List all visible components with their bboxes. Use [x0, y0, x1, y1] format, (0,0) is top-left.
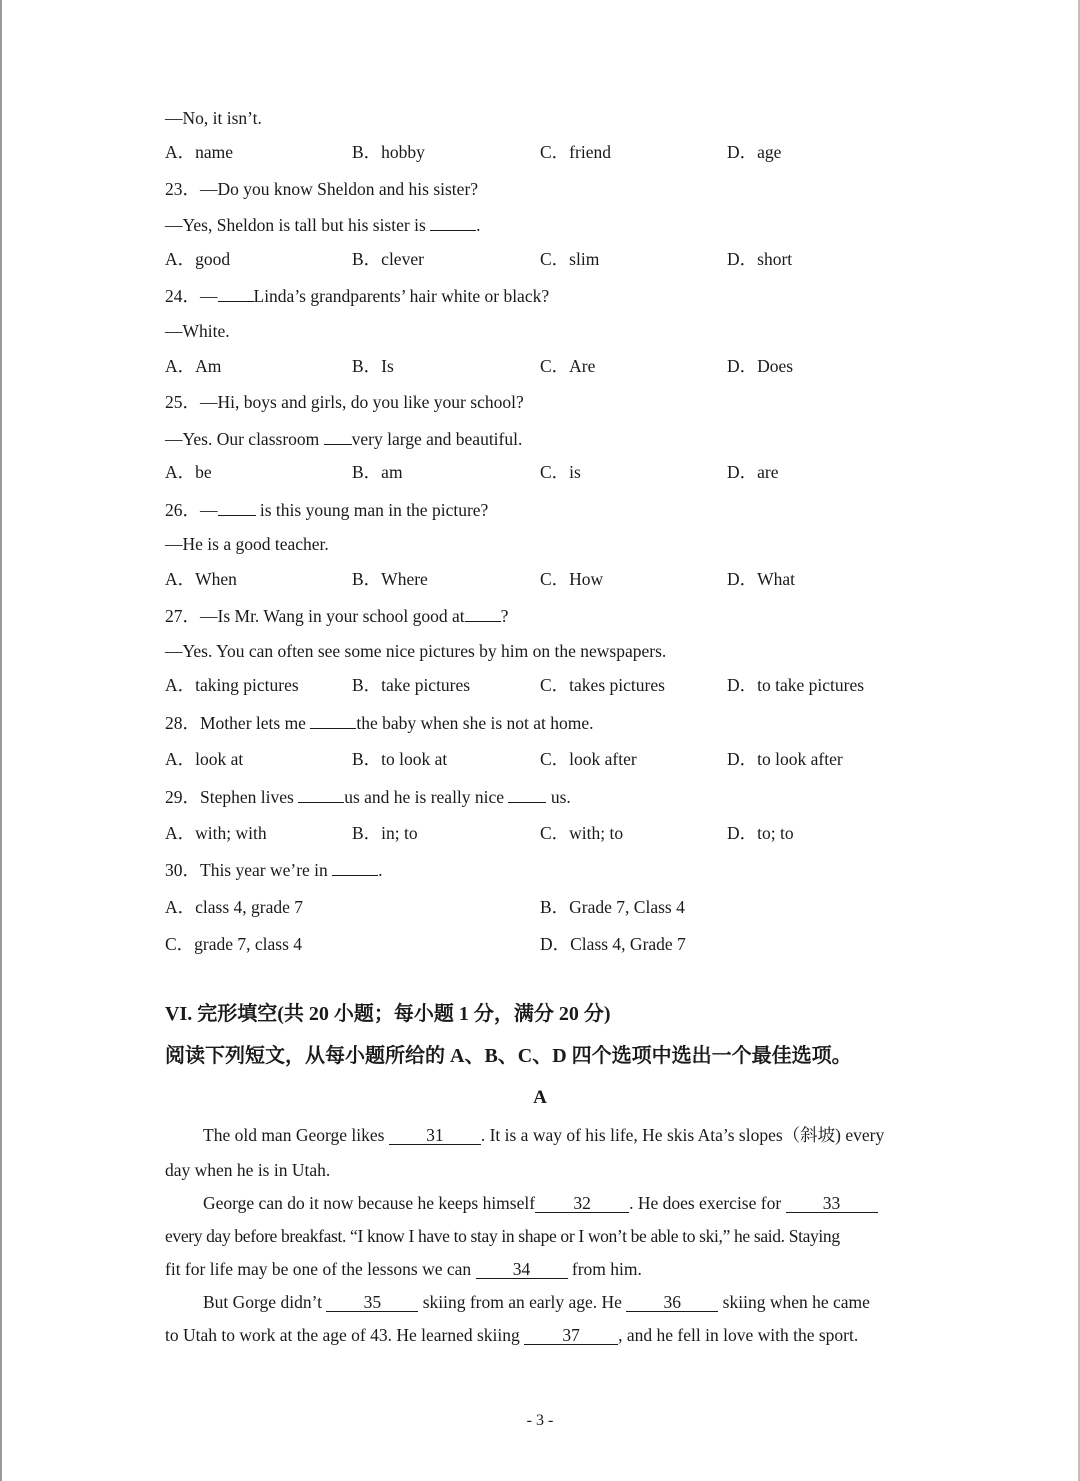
passage-label: A — [533, 1087, 547, 1108]
q24-option-b: B．Is — [352, 356, 394, 376]
q23-line2-text: —Yes, Sheldon is tall but his sister is — [165, 215, 426, 235]
q28-option-c: C．look after — [540, 749, 637, 769]
passage-text: , and he fell in love with the sport. — [618, 1325, 859, 1345]
q27-stem-end: ? — [500, 606, 509, 626]
q25-option-d: D．are — [727, 462, 779, 482]
q25-line2 — [165, 427, 522, 450]
q22-answer-line: —No, it isn’t. — [165, 108, 262, 128]
q29-blank-2 — [508, 785, 546, 803]
q22-option-d: D．age — [727, 142, 782, 162]
q24-option-c: C．Are — [540, 356, 596, 376]
passage-text: . He does exercise for — [629, 1193, 782, 1213]
q26-option-a: A．When — [165, 569, 237, 589]
q23-option-b: B．clever — [352, 249, 424, 269]
q22-option-c: C．friend — [540, 142, 611, 162]
q23-option-d: D．short — [727, 249, 793, 269]
q30-option-a: A．class 4, grade 7 — [165, 897, 304, 917]
q27-option-b: B．take pictures — [352, 675, 471, 695]
q29-option-a: A．with; with — [165, 823, 267, 843]
q24-stem-end: Linda’s grandparents’ hair white or black? — [253, 286, 550, 306]
q30-blank — [332, 858, 378, 876]
q28-option-a: A．look at — [165, 749, 244, 769]
q26-line2: —He is a good teacher. — [165, 534, 329, 554]
blank-33: 33 — [786, 1194, 878, 1213]
q25-option-c: C．is — [540, 462, 581, 482]
q24-stem — [165, 284, 549, 307]
q26-option-d: D．What — [727, 569, 796, 589]
section-instruction: 阅读下列短文，从每小题所给的 A、B、C、D 四个选项中选出一个最佳选项。 — [165, 1045, 852, 1067]
q25-line2-end: very large and beautiful. — [351, 429, 523, 449]
q27-option-d: D．to take pictures — [727, 675, 865, 695]
q28-stem — [165, 711, 594, 734]
passage-text: skiing when he came — [722, 1292, 870, 1312]
page-number: - 3 - — [526, 1412, 554, 1429]
q24-blank — [218, 284, 254, 302]
q29-blank-1 — [298, 785, 344, 803]
passage-line-6 — [203, 1291, 870, 1313]
q25-option-a: A．be — [165, 462, 212, 482]
q26-option-b: B．Where — [352, 569, 428, 589]
q28-option-b: B．to look at — [352, 749, 448, 769]
q24-stem-start: 24．— — [165, 286, 218, 306]
passage-text: from him. — [571, 1259, 642, 1279]
q28-stem-start: 28．Mother lets me — [165, 713, 306, 733]
q29-stem — [165, 785, 571, 808]
q25-blank — [324, 427, 352, 445]
blank-32: 32 — [535, 1194, 629, 1213]
q28-blank — [310, 711, 356, 729]
q30-stem-end: . — [378, 860, 383, 880]
q26-stem-end: is this young man in the picture? — [259, 500, 489, 520]
passage-line-4: every day before breakfast. “I know I have to stay in shape or I won’t be able to ski,” he said. Staying — [165, 1226, 840, 1246]
page-edge-left — [0, 0, 2, 1481]
q23-stem: 23．—Do you know Sheldon and his sister? — [165, 179, 479, 199]
passage-text: skiing from an early age. He — [422, 1292, 622, 1312]
passage-line-3 — [203, 1192, 878, 1214]
q27-line2: —Yes. You can often see some nice pictures by him on the newspapers. — [165, 641, 667, 661]
passage-line-7 — [165, 1324, 858, 1346]
q24-option-a: A．Am — [165, 356, 222, 376]
q22-option-a: A．name — [165, 142, 234, 162]
passage-text: But Gorge didn’t — [203, 1292, 322, 1312]
blank-37: 37 — [524, 1326, 618, 1345]
q23-line2 — [165, 213, 481, 236]
passage-line-2: day when he is in Utah. — [165, 1160, 331, 1180]
q29-stem-start: 29．Stephen lives — [165, 787, 294, 807]
q29-stem-end: us. — [550, 787, 571, 807]
q27-blank — [465, 604, 501, 622]
q23-line2-end: . — [476, 215, 481, 235]
q27-option-a: A．taking pictures — [165, 675, 299, 695]
q29-option-c: C．with; to — [540, 823, 624, 843]
q24-option-d: D．Does — [727, 356, 794, 376]
q25-line2-start: —Yes. Our classroom — [165, 429, 320, 449]
passage-text: to Utah to work at the age of 43. He learned skiing — [165, 1325, 520, 1345]
blank-34: 34 — [476, 1260, 568, 1279]
passage-text: . It is a way of his life, He skis Ata’s slopes（斜坡) every — [480, 1125, 885, 1145]
q28-option-d: D．to look after — [727, 749, 843, 769]
q27-option-c: C．takes pictures — [540, 675, 665, 695]
q23-option-c: C．slim — [540, 249, 600, 269]
q23-blank — [430, 213, 476, 231]
q24-line2: —White. — [165, 321, 230, 341]
passage-line-5 — [165, 1258, 642, 1280]
q27-stem-start: 27．—Is Mr. Wang in your school good at — [165, 606, 465, 626]
q25-option-b: B．am — [352, 462, 403, 482]
q28-stem-end: the baby when she is not at home. — [356, 713, 594, 733]
q22-option-b: B．hobby — [352, 142, 425, 162]
q30-option-c: C．grade 7, class 4 — [165, 934, 303, 954]
passage-text: George can do it now because he keeps himself — [203, 1193, 536, 1213]
blank-35: 35 — [326, 1293, 418, 1312]
passage-line-1 — [203, 1124, 884, 1146]
passage-text: fit for life may be one of the lessons we can — [165, 1259, 472, 1279]
q30-stem-start: 30．This year we’re in — [165, 860, 328, 880]
q29-option-b: B．in; to — [352, 823, 418, 843]
q26-blank — [218, 498, 256, 516]
q29-option-d: D．to; to — [727, 823, 794, 843]
q27-stem — [165, 604, 508, 627]
q25-stem: 25．—Hi, boys and girls, do you like your school? — [165, 392, 524, 412]
section-title: VI. 完形填空(共 20 小题；每小题 1 分，满分 20 分) — [165, 1003, 611, 1025]
q26-stem — [165, 498, 488, 521]
passage-text: The old man George likes — [203, 1125, 385, 1145]
blank-31: 31 — [389, 1126, 481, 1145]
q30-stem — [165, 858, 383, 881]
q30-option-b: B．Grade 7, Class 4 — [540, 897, 685, 917]
q26-option-c: C．How — [540, 569, 604, 589]
q23-option-a: A．good — [165, 249, 231, 269]
q26-stem-start: 26．— — [165, 500, 218, 520]
q30-option-d: D．Class 4, Grade 7 — [540, 934, 686, 954]
q29-stem-mid: us and he is really nice — [344, 787, 505, 807]
blank-36: 36 — [626, 1293, 718, 1312]
